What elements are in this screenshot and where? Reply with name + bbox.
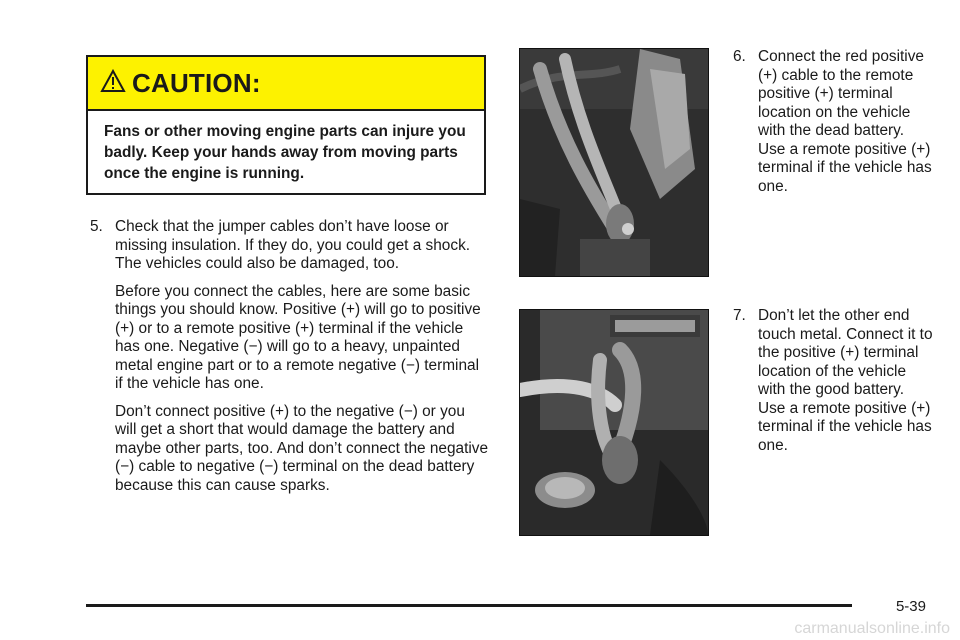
watermark-text: carmanualsonline.info	[794, 620, 950, 637]
footer-rule	[86, 604, 852, 607]
right-column-step-7	[733, 307, 933, 455]
caution-body: Fans or other moving engine parts can injure you badly. Keep your hands away from moving parts once the engine is running.	[104, 123, 466, 182]
paragraph-basics: Before you connect the cables, here are some basic things you should know. Positive (+) will go to positive (+) or to a remote positive (+) terminal if the vehicle has one. Negative (−) will go to a heavy, unpainted metal engine part or to a remote negative (−) terminal if the vehicle has one.	[115, 282, 481, 392]
caution-box	[86, 55, 486, 195]
step-6	[733, 48, 933, 196]
step-number: 7.	[733, 307, 746, 324]
step-text: Connect the red positive (+) cable to the remote positive (+) terminal location on the vehicle with the dead battery. Use a remote positive (+) terminal if the vehicle has one.	[758, 48, 932, 195]
watermark	[750, 618, 950, 638]
photo-good-battery-terminal	[519, 309, 709, 536]
caution-header	[88, 57, 484, 111]
step-number: 6.	[733, 48, 746, 65]
step-text: Don’t let the other end touch metal. Connect it to the positive (+) terminal location of the vehicle with the good battery. Use a remote positive (+) terminal if the vehicle has one.	[758, 307, 933, 454]
left-column	[90, 218, 490, 495]
right-column-step-6	[733, 48, 933, 196]
step-7	[733, 307, 933, 455]
caution-title: CAUTION:	[132, 67, 261, 98]
step-text: Check that the jumper cables don’t have loose or missing insulation. If they do, you could get a shock. The vehicles could also be damaged, too.	[115, 218, 471, 272]
warning-triangle-icon	[100, 69, 126, 93]
photo-dead-battery-terminal	[519, 48, 709, 277]
step-number: 5.	[90, 218, 103, 235]
step-5	[90, 218, 490, 274]
page-number: 5-39	[895, 598, 926, 615]
paragraph-warning: Don’t connect positive (+) to the negative (−) or you will get a short that would damage the battery and maybe other parts, too. And don’t connect the negative (−) cable to negative (−) terminal on the dead battery because this can cause sparks.	[115, 402, 489, 494]
